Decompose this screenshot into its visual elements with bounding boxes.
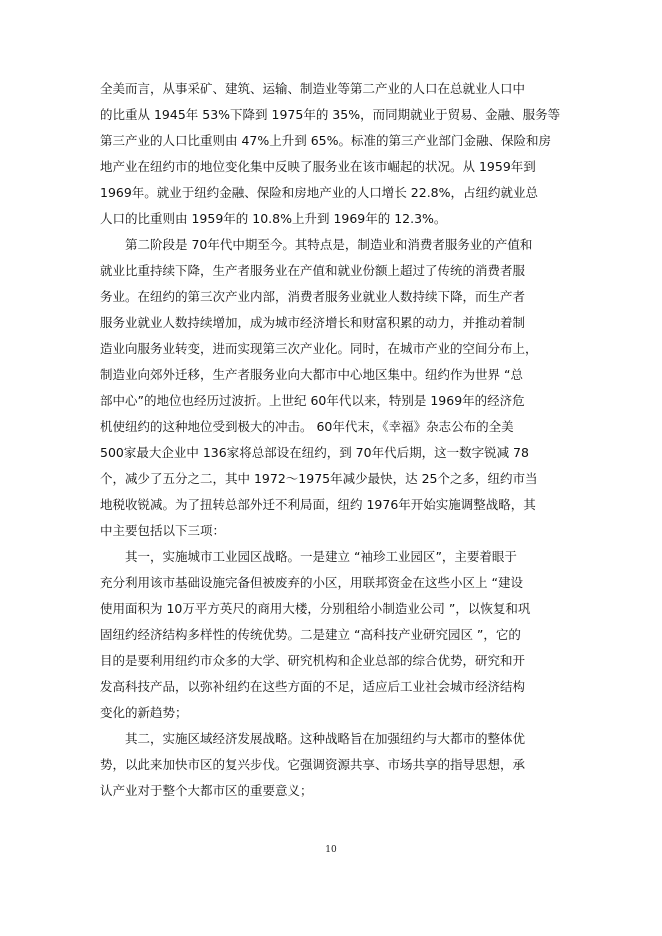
text-line: 地产业在纽约市的地位变化集中反映了服务业在该市崛起的状况。从 1959年到 (100, 159, 536, 174)
text-line: 全美而言，从事采矿、建筑、运输、制造业等第二产业的人口在总就业人口中 (100, 81, 526, 96)
text-line: 务业。在纽约的第三次产业内部，消费者服务业就业人数持续下降，而生产者 (100, 289, 526, 304)
paragraph-start-line: 其二，实施区域经济发展战略。这种战略旨在加强纽约与大都市的整体优 (125, 731, 526, 746)
paragraph-start-line: 其一，实施城市工业园区战略。一是建立 “袖珍工业园区”，主要着眼于 (125, 549, 517, 564)
text-line: 变化的新趋势； (100, 705, 188, 720)
text-line: 地税收锐减。为了扭转总部外迁不利局面，纽约 1976年开始实施调整战略，其 (100, 497, 536, 512)
text-line: 固纽约经济结构多样性的传统优势。二是建立 “高科技产业研究园区 ”，它的 (100, 627, 521, 642)
text-line: 第三产业的人口比重则由 47%上升到 65%。标准的第三产业部门金融、保险和房 (100, 133, 552, 148)
text-line: 500家最大企业中 136家将总部设在纽约，到 70年代后期，这一数字锐减 78 (100, 445, 529, 460)
text-line: 势，以此来加快市区的复兴步伐。它强调资源共享、市场共享的指导思想，承 (100, 757, 526, 772)
paragraph-start-line: 第二阶段是 70年代中期至今。其特点是，制造业和消费者服务业的产值和 (125, 237, 533, 252)
text-line: 充分利用该市基础设施完备但被废弃的小区，用联邦资金在这些小区上 “建设 (100, 575, 523, 590)
text-line: 就业比重持续下降，生产者服务业在产值和就业份额上超过了传统的消费者服 (100, 263, 526, 278)
text-line: 部中心”的地位也经历过波折。上世纪 60年代以来，特别是 1969年的经济危 (100, 393, 525, 408)
text-line: 发高科技产品，以弥补纽约在这些方面的不足，适应后工业社会城市经济结构 (100, 679, 526, 694)
text-line: 制造业向郊外迁移，生产者服务业向大都市中心地区集中。纽约作为世界 “总 (100, 367, 523, 382)
text-line: 1969年。就业于纽约金融、保险和房地产业的人口增长 22.8%，占纽约就业总 (100, 185, 538, 200)
body-text (100, 76, 570, 804)
text-line: 机使纽约的这种地位受到极大的冲击。 60年代末，《幸福》杂志公布的全美 (100, 419, 514, 434)
text-line: 造业向服务业转变，进而实现第三次产业化。同时，在城市产业的空间分布上， (100, 341, 538, 356)
text-line: 个，减少了五分之二，其中 1972～1975年减少最快，达 25个之多，纽约市当 (100, 471, 538, 486)
text-line: 认产业对于整个大都市区的重要意义； (100, 783, 313, 798)
text-line: 中主要包括以下三项： (100, 523, 226, 538)
text-line: 目的是要利用纽约市众多的大学、研究机构和企业总部的综合优势，研究和开 (100, 653, 526, 668)
text-line: 使用面积为 10万平方英尺的商用大楼，分别租给小制造业公司 ”，以恢复和巩 (100, 601, 531, 616)
page-number: 10 (325, 845, 337, 855)
text-line: 人口的比重则由 1959年的 10.8%上升到 1969年的 12.3%。 (100, 211, 447, 226)
text-line: 的比重从 1945年 53%下降到 1975年的 35%，而同期就业于贸易、金融、服务等 (100, 107, 561, 122)
text-line: 服务业就业人数持续增加，成为城市经济增长和财富积累的动力，并推动着制 (100, 315, 526, 330)
